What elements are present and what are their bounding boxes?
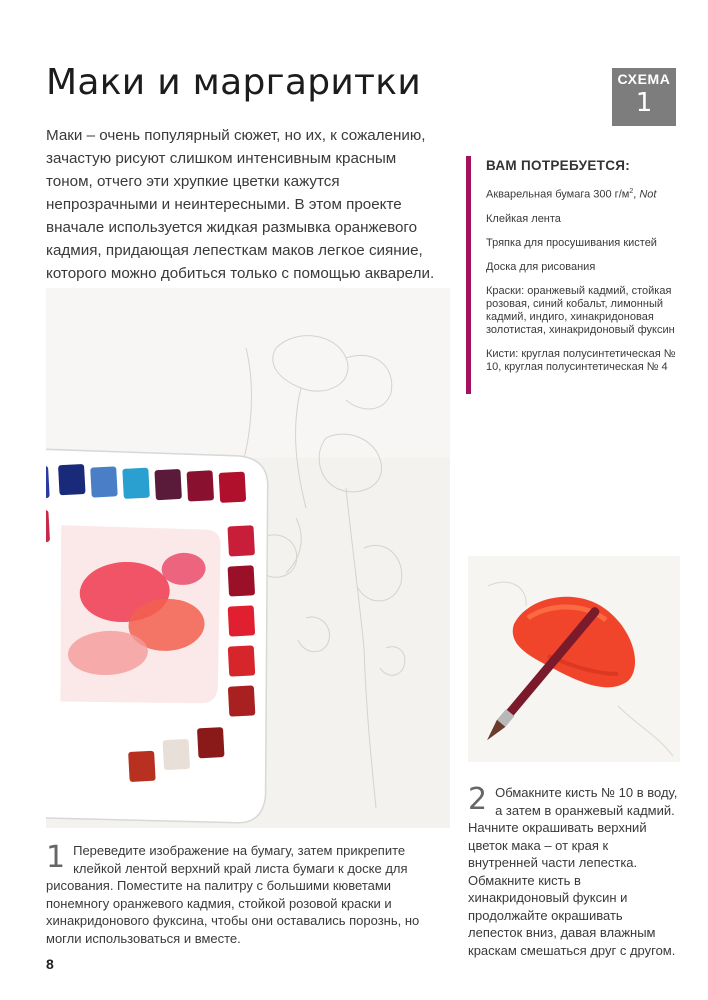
paper-text: Акварельная бумага 300 г/м <box>486 188 630 201</box>
paper-type: Not <box>639 188 657 201</box>
intro-paragraph <box>46 124 438 285</box>
page-number: 8 <box>46 956 54 972</box>
materials-item: Краски: оранжевый кадмий, стойкая розовая, синий кобальт, лимонный кадмий, индиго, хинакридоновая золотистая, хинакридоновый фуксин <box>486 284 675 336</box>
step-2 <box>468 784 680 959</box>
page-title: Маки и маргаритки <box>46 62 422 103</box>
materials-item <box>486 185 682 202</box>
palette-photo <box>46 288 450 828</box>
step-1 <box>46 842 446 947</box>
materials-box <box>466 156 682 394</box>
step-text: Обмакните кисть № 10 в воду, а затем в оранжевый кадмий. Начните окрашивать верхний цветок мака – от края к внутренней части лепестка. Обмакните кисть в хинакридоновый фуксин и продолжайте окрашивать лепесток вниз, давая влажным краскам смешаться друг с другом. <box>468 785 678 958</box>
scheme-label: СХЕМА <box>617 71 671 87</box>
step-number: 2 <box>468 782 488 817</box>
step-number: 1 <box>46 840 66 875</box>
intro-text: Маки – очень популярный сюжет, но их, к сожалению, зачастую рисуют слишком интенсивным красным тоном, отчего эти хрупкие цветки кажутся непрозрачными и неинтересными. В этом проекте вначале используется жидкая размывка оранжевого кадмия, придающая лепесткам маков легкое сияние, которого можно добиться только с помощью акварели. <box>46 127 435 282</box>
materials-item: Кисти: круглая полусинтетическая № 10, круглая полусинтетическая № 4 <box>486 347 676 373</box>
paper-separator: , <box>633 188 640 201</box>
scheme-number: 1 <box>635 88 653 118</box>
materials-heading: ВАМ ПОТРЕБУЕТСЯ: <box>486 158 631 173</box>
step-text: Переведите изображение на бумагу, затем прикрепите клейкой лентой верхний край листа бумаги к доске для рисования. Поместите на палитру с большими кюветами понемногу оранжевого кадмия, стойкой розовой краски и хинакридонового фуксина, чтобы они оставались порознь, но могли использоваться и вместе. <box>46 843 420 946</box>
materials-item: Доска для рисования <box>486 260 596 273</box>
brush-photo <box>468 556 680 762</box>
materials-list <box>486 185 682 374</box>
materials-item: Тряпка для просушивания кистей <box>486 236 657 249</box>
materials-item: Клейкая лента <box>486 212 561 225</box>
scheme-badge <box>612 68 676 126</box>
paper-unit-sup: 2 <box>629 188 634 195</box>
